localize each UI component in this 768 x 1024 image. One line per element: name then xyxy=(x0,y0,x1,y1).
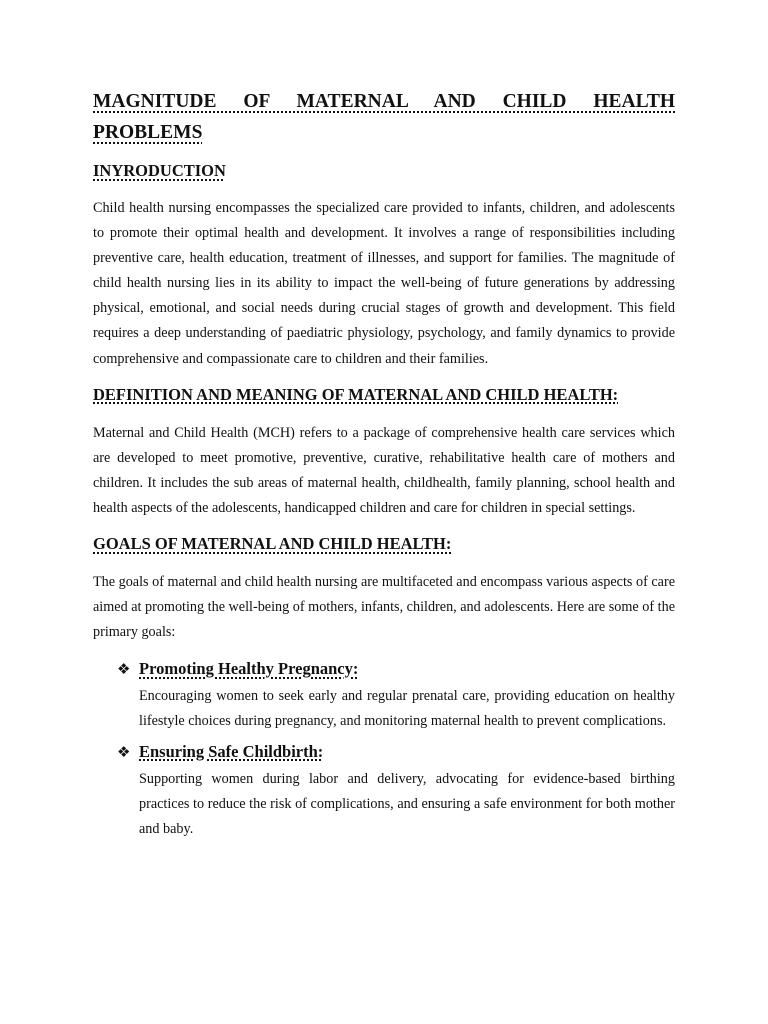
diamond-bullet-icon: ❖ xyxy=(117,660,131,679)
introduction-heading-text: INYRODUCTION xyxy=(93,161,226,180)
goal-title-text: Promoting Healthy Pregnancy: xyxy=(139,659,359,679)
definition-paragraph: Maternal and Child Health (MCH) refers to a package of comprehensive health care services which are developed to meet promotive, preventive, curative, rehabilitative health care of mothers and children. It includes the sub areas of maternal health, childhealth, family planning, school health and health aspects of the adolescents, handicapped children and care for children in special settings. xyxy=(93,424,675,516)
document-title xyxy=(93,86,675,148)
goal-title xyxy=(139,740,675,764)
definition-heading-text: DEFINITION AND MEANING OF MATERNAL AND CHILD HEALTH: xyxy=(93,384,619,404)
goals-heading-text: GOALS OF MATERNAL AND CHILD HEALTH: xyxy=(93,534,452,554)
document-title-line1: MAGNITUDE OF MATERNAL AND CHILD HEALTH xyxy=(93,91,675,112)
goal-item xyxy=(117,740,675,842)
definition-heading xyxy=(93,384,675,406)
goals-heading xyxy=(93,533,675,555)
goal-item xyxy=(117,657,675,734)
goal-description: Supporting women during labor and delivery, advocating for evidence-based birthing practices to reduce the risk of complications, and ensuring a safe environment for both mother and baby. xyxy=(139,770,675,837)
document-page xyxy=(93,86,675,842)
introduction-heading xyxy=(93,160,675,182)
goals-paragraph: The goals of maternal and child health nursing are multifaceted and encompass various aspects of care aimed at promoting the well-being of mothers, infants, children, and adolescents. Here are some of the primary goals: xyxy=(93,574,675,641)
introduction-paragraph: Child health nursing encompasses the specialized care provided to infants, children, and adolescents to promote their optimal health and development. It involves a range of responsibilities including preventive care, health education, treatment of illnesses, and support for families. The magnitude of child health nursing lies in its ability to impact the well-being of future generations by addressing physical, emotional, and social needs during crucial stages of growth and development. This field requires a deep understanding of paediatric physiology, psychology, and family dynamics to provide comprehensive and compassionate care to children and their families. xyxy=(93,200,675,367)
goal-title-text: Ensuring Safe Childbirth: xyxy=(139,741,324,761)
goal-description: Encouraging women to seek early and regular prenatal care, providing education on healthy lifestyle choices during pregnancy, and monitoring maternal health to prevent complications. xyxy=(139,688,675,730)
goal-title xyxy=(139,657,675,681)
diamond-bullet-icon: ❖ xyxy=(117,742,131,761)
document-title-line2: PROBLEMS xyxy=(93,122,203,143)
